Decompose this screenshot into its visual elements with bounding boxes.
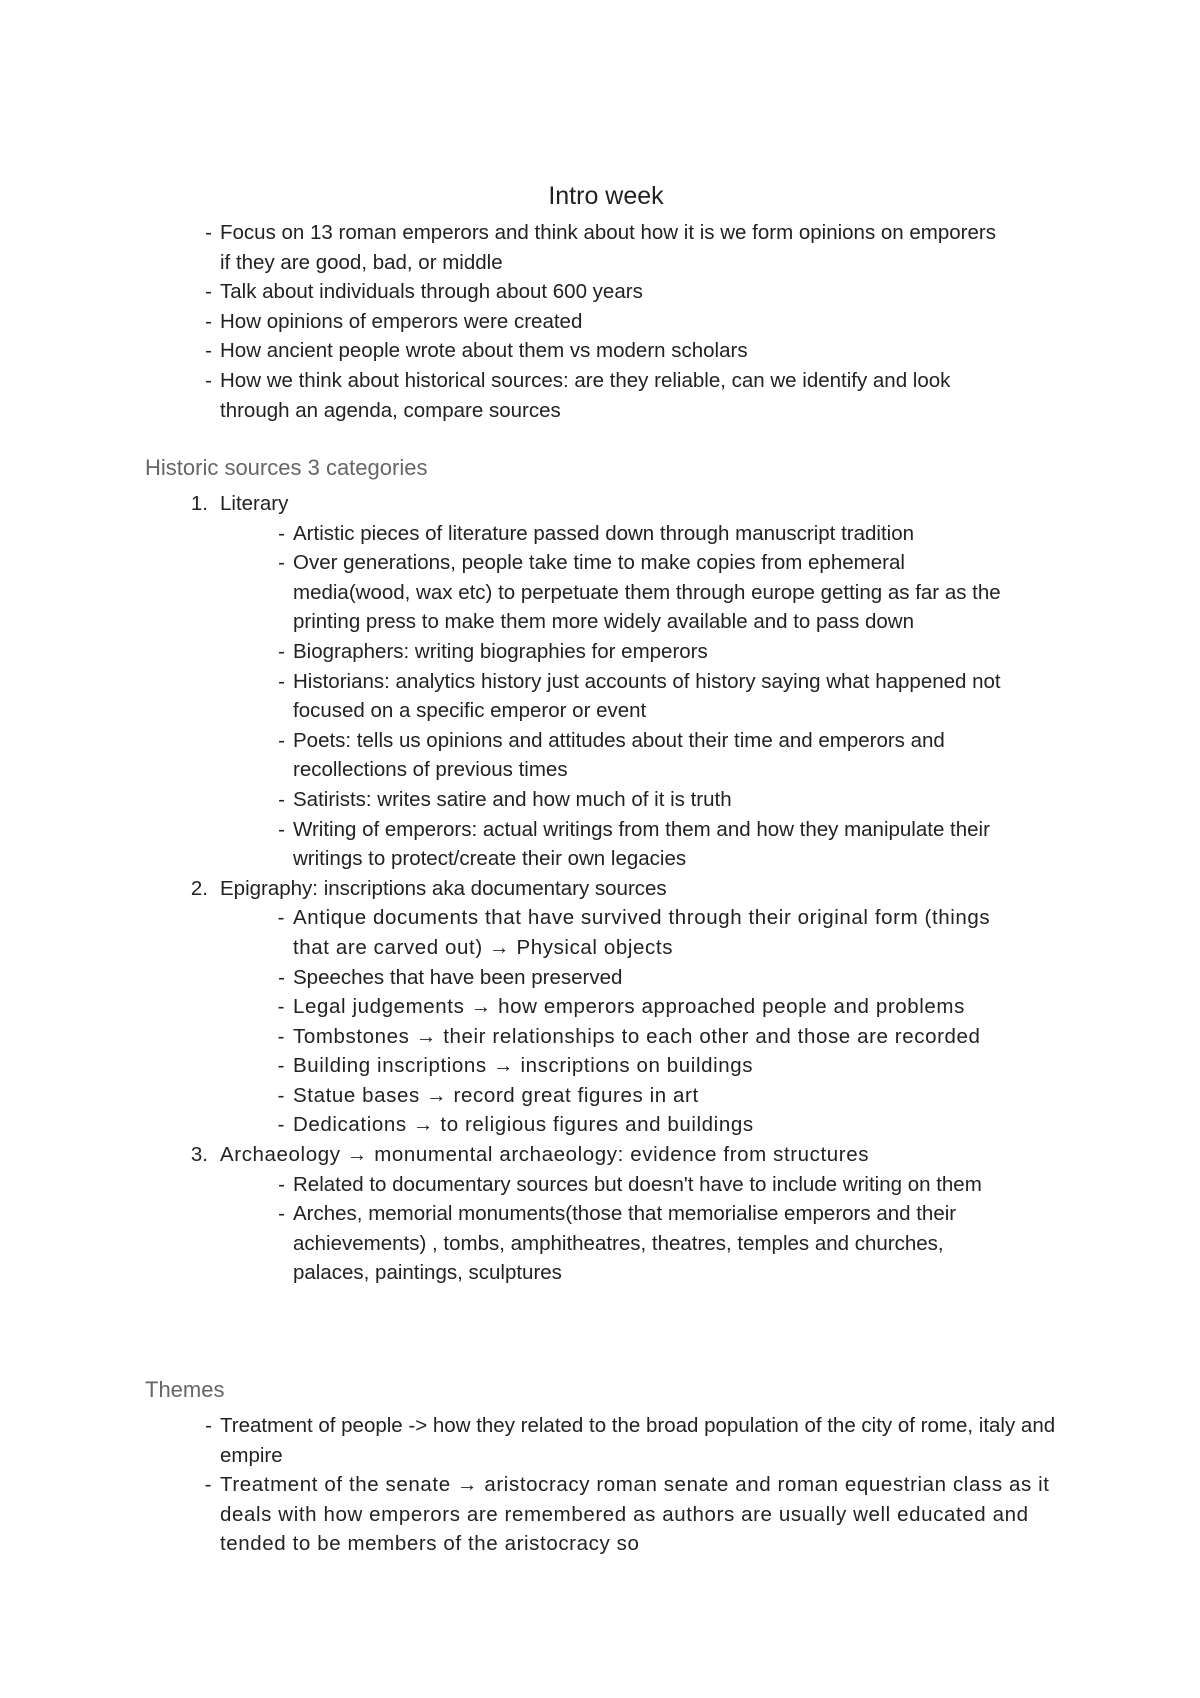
list-item [278, 519, 1003, 549]
list-item [277, 992, 1003, 1022]
bullet-dash: - [278, 1202, 285, 1226]
category-number: 1. [190, 492, 208, 515]
list-item-text: Treatment of people -> how they related to the broad population of the city of rome, italy and empire [220, 1414, 1056, 1467]
themes-bullet-list [204, 1411, 1080, 1559]
section-heading-themes: Themes [145, 1377, 225, 1402]
list-item [277, 1110, 1003, 1140]
list-item-text: Artistic pieces of literature passed down through manuscript tradition [293, 521, 915, 545]
list-item-text: Over generations, people take time to make copies from ephemeral media(wood, wax etc) to perpetuate them through europe getting as far as the printing press to make them more widely available and to pass down [293, 551, 1001, 634]
category-item-archaeology [190, 1140, 1080, 1288]
category-label: Archaeology → monumental archaeology: evidence from structures [220, 1143, 870, 1167]
list-item [278, 1170, 1033, 1200]
list-item [278, 726, 1003, 785]
bullet-dash: - [277, 906, 285, 930]
bullet-dash: - [204, 1473, 212, 1497]
sub-bullet-list [220, 1170, 1033, 1288]
list-item-text: How ancient people wrote about them vs modern scholars [220, 339, 748, 363]
list-item-text: Dedications → to religious figures and buildings [293, 1113, 754, 1137]
bullet-dash: - [205, 309, 212, 333]
bullet-dash: - [277, 995, 285, 1019]
list-item-text: Historians: analytics history just accounts of history saying what happened not focused on a specific emperor or event [293, 669, 1001, 723]
list-item [277, 903, 1003, 962]
bullet-dash: - [205, 280, 212, 304]
intro-bullet-list [205, 218, 1010, 425]
bullet-dash: - [278, 817, 285, 841]
list-item-text: Legal judgements → how emperors approached people and problems [293, 995, 965, 1019]
list-item-text: Tombstones → their relationships to each other and those are recorded [293, 1024, 981, 1048]
list-item-text: How we think about historical sources: are they reliable, can we identify and look through an agenda, compare sources [220, 368, 951, 422]
list-item [278, 785, 1003, 815]
list-item [278, 637, 1003, 667]
list-item-text: Statue bases → record great figures in art [293, 1083, 699, 1107]
list-item [205, 336, 1010, 366]
bullet-dash: - [278, 521, 285, 545]
list-item-text: Poets: tells us opinions and attitudes about their time and emperors and recollections of previous times [293, 728, 945, 782]
section-heading-sources: Historic sources 3 categories [145, 455, 428, 480]
bullet-dash: - [205, 339, 212, 363]
list-item-text: Treatment of the senate → aristocracy roman senate and roman equestrian class as it deals with how emperors are remembered as authors are usually well educated and tended to be members of the aristocracy so [220, 1473, 1050, 1556]
bullet-dash: - [278, 1172, 285, 1196]
bullet-dash: - [278, 728, 285, 752]
category-number: 2. [190, 876, 208, 900]
list-item [205, 366, 1010, 425]
list-item-text: Focus on 13 roman emperors and think about how it is we form opinions on emporers if they are good, bad, or middle [220, 221, 996, 274]
list-item [277, 1022, 1003, 1052]
bullet-dash: - [277, 1113, 285, 1137]
list-item [205, 1411, 1060, 1470]
page-title: Intro week [548, 182, 664, 210]
source-categories-list [190, 489, 1080, 1288]
bullet-dash: - [205, 368, 212, 392]
list-item-text: How opinions of emperors were created [220, 309, 583, 333]
list-item-text: Building inscriptions → inscriptions on buildings [293, 1054, 754, 1078]
bullet-dash: - [277, 1054, 285, 1078]
list-item-text: Related to documentary sources but doesn't have to include writing on them [293, 1172, 982, 1196]
bullet-dash: - [277, 1024, 285, 1048]
category-number: 3. [190, 1143, 208, 1167]
list-item-text: Antique documents that have survived through their original form (things that are carved out) → Physical objects [293, 906, 991, 959]
category-item-literary [190, 489, 1080, 874]
category-label: Epigraphy: inscriptions aka documentary sources [220, 876, 667, 900]
bullet-dash: - [205, 221, 212, 244]
list-item [204, 1470, 1080, 1559]
list-item [278, 548, 1003, 637]
bullet-dash: - [278, 639, 285, 663]
bullet-dash: - [278, 787, 285, 811]
list-item-text: Writing of emperors: actual writings from them and how they manipulate their writings to protect/create their own legacies [293, 817, 990, 871]
list-item [277, 1051, 1003, 1081]
list-item [277, 1081, 1003, 1111]
list-item [278, 815, 1003, 874]
list-item-text: Satirists: writes satire and how much of it is truth [293, 787, 732, 811]
list-item-text: Speeches that have been preserved [293, 965, 623, 989]
list-item [278, 667, 1003, 726]
bullet-dash: - [278, 669, 285, 693]
bullet-dash: - [277, 1083, 285, 1107]
bullet-dash: - [278, 551, 285, 575]
list-item-text: Talk about individuals through about 600 years [220, 280, 643, 304]
bullet-dash: - [205, 1414, 212, 1437]
category-item-epigraphy [190, 874, 1080, 1140]
list-item-text: Arches, memorial monuments(those that memorialise emperors and their achievements) , tombs, amphitheatres, theatres, temples and churches, palaces, paintings, sculptures [293, 1202, 957, 1285]
list-item [278, 1199, 998, 1288]
sub-bullet-list [220, 903, 1003, 1140]
list-item [278, 963, 1003, 993]
category-label: Literary [220, 492, 289, 515]
list-item-text: Biographers: writing biographies for emperors [293, 639, 708, 663]
list-item [205, 218, 1010, 277]
list-item [205, 277, 1010, 307]
sub-bullet-list [220, 519, 1003, 874]
list-item [205, 307, 1010, 337]
bullet-dash: - [278, 965, 285, 989]
